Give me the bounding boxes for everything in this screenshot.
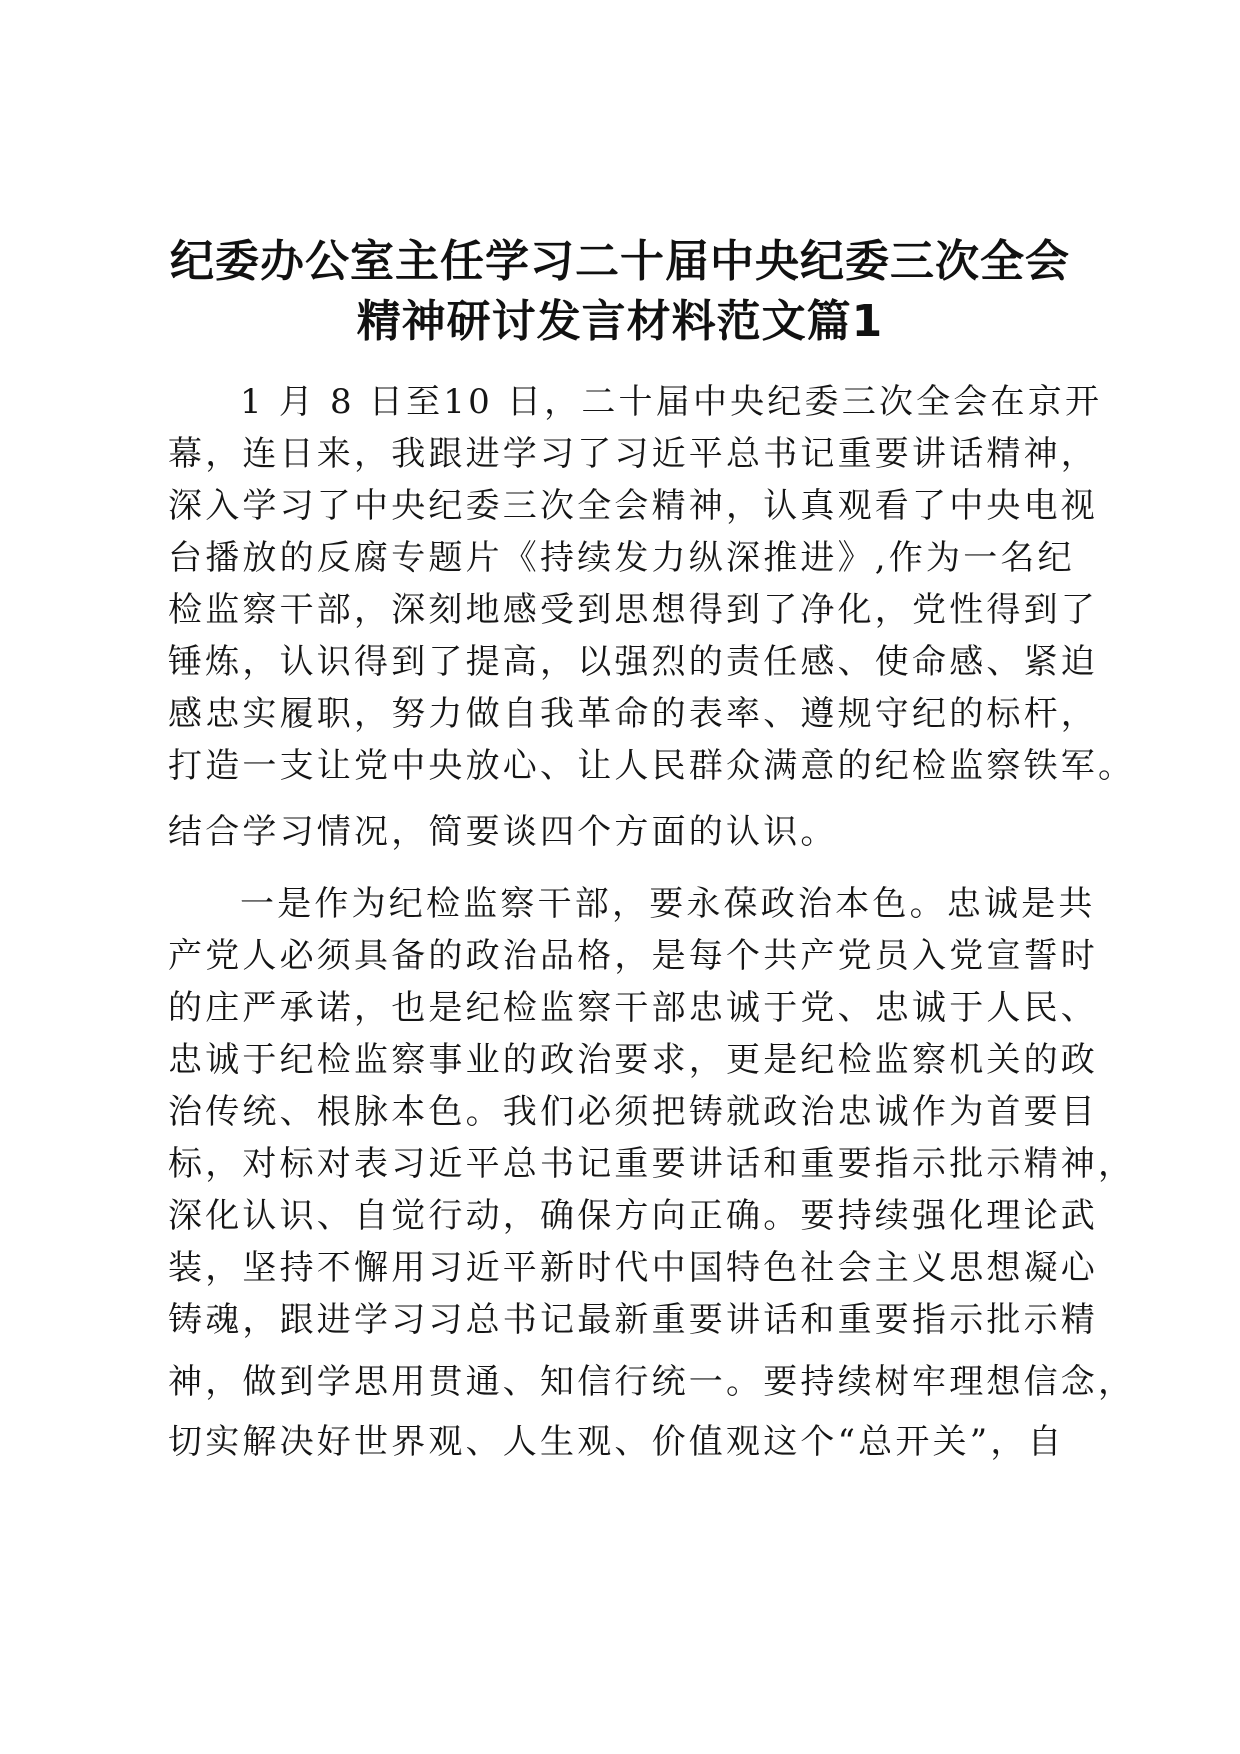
document-title-line-1: 纪委办公室主任学习二十届中央纪委三次全会 — [170, 236, 1070, 287]
paragraph-line: 深化认识、自觉行动，确保方向正确。要持续强化理论武 — [168, 1196, 1098, 1236]
paragraph-line: 切实解决好世界观、人生观、价值观这个“总开关”，自 — [168, 1422, 1065, 1462]
paragraph-line: 治传统、根脉本色。我们必须把铸就政治忠诚作为首要目 — [168, 1092, 1098, 1132]
paragraph-line: 打造一支让党中央放心、让人民群众满意的纪检监察铁军。 — [168, 746, 1136, 786]
paragraph-line: 神，做到学思用贯通、知信行统一。要持续树牢理想信念， — [168, 1362, 1136, 1402]
paragraph-line: 幕，连日来，我跟进学习了习近平总书记重要讲话精神， — [168, 434, 1098, 474]
paragraph-1 — [168, 376, 1136, 858]
paragraph-line: 深入学习了中央纪委三次全会精神，认真观看了中央电视 — [168, 486, 1098, 526]
paragraph-line: 结合学习情况，简要谈四个方面的认识。 — [168, 812, 838, 852]
paragraph-line: 忠诚于纪检监察事业的政治要求，更是纪检监察机关的政 — [168, 1040, 1098, 1080]
paragraph-line: 1 月 8 日至10 日，二十届中央纪委三次全会在京开 — [240, 382, 1103, 422]
paragraph-line: 装，坚持不懈用习近平新时代中国特色社会主义思想凝心 — [168, 1248, 1098, 1288]
paragraph-2 — [168, 878, 1136, 1468]
paragraph-line: 锤炼，认识得到了提高，以强烈的责任感、使命感、紧迫 — [168, 642, 1098, 682]
paragraph-line: 产党人必须具备的政治品格，是每个共产党员入党宣誓时 — [168, 936, 1098, 976]
paragraph-line: 台播放的反腐专题片《持续发力纵深推进》,作为一名纪 — [168, 538, 1075, 578]
paragraph-line: 一是作为纪检监察干部，要永葆政治本色。忠诚是共 — [240, 884, 1096, 924]
paragraph-line: 的庄严承诺，也是纪检监察干部忠诚于党、忠诚于人民、 — [168, 988, 1098, 1028]
document-title-line-2: 精神研讨发言材料范文篇1 — [356, 296, 884, 347]
paragraph-line: 铸魂，跟进学习习总书记最新重要讲话和重要指示批示精 — [168, 1300, 1098, 1340]
paragraph-line: 标，对标对表习近平总书记重要讲话和重要指示批示精神， — [168, 1144, 1136, 1184]
paragraph-line: 感忠实履职，努力做自我革命的表率、遵规守纪的标杆， — [168, 694, 1098, 734]
paragraph-line: 检监察干部，深刻地感受到思想得到了净化，党性得到了 — [168, 590, 1098, 630]
